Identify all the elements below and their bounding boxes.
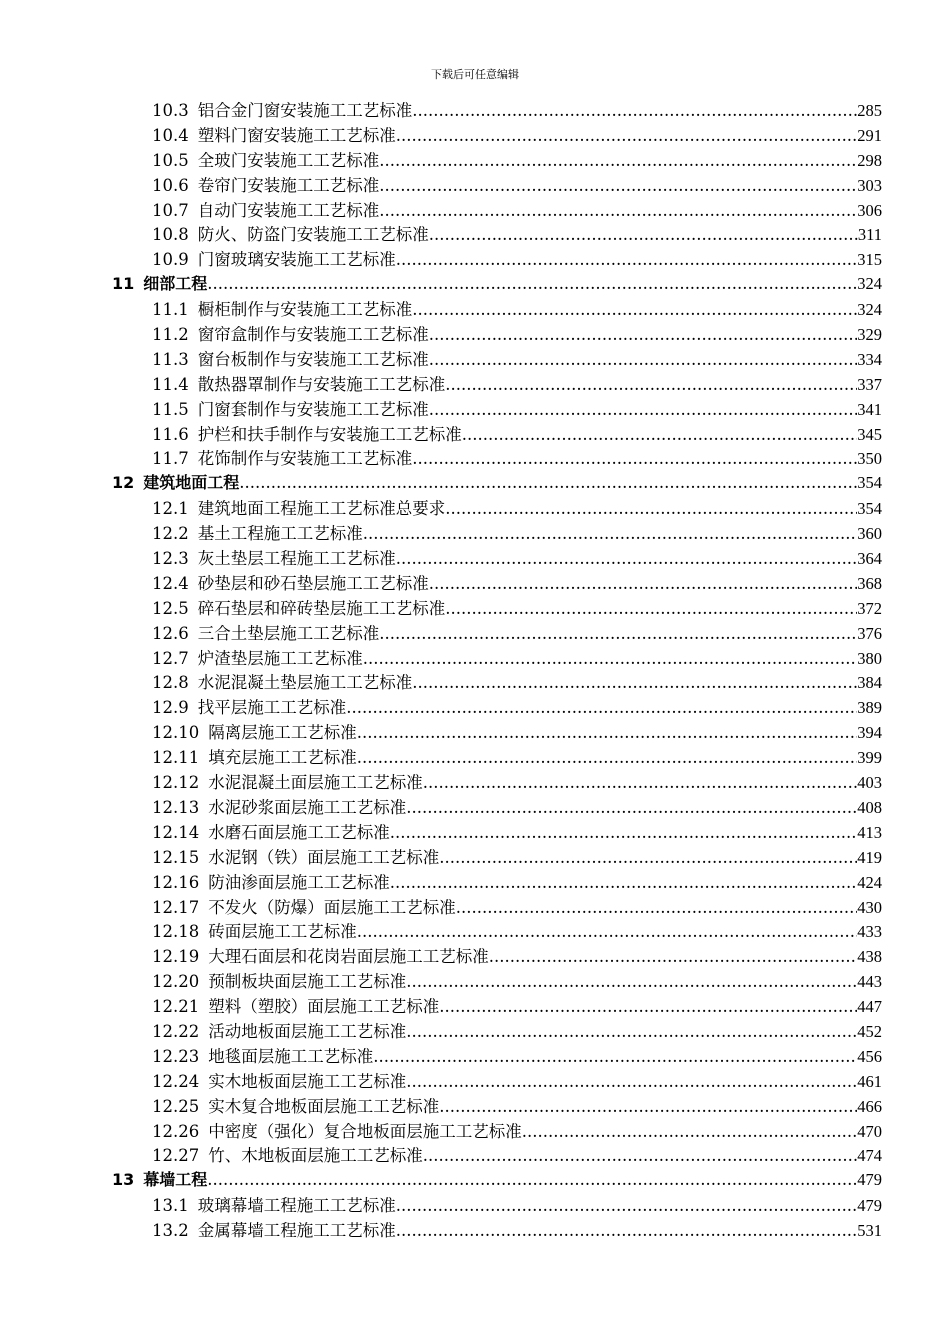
toc-entry-page: 424 [857,872,882,892]
toc-entry-page: 403 [857,773,882,793]
toc-entry-page: 368 [857,573,882,593]
toc-dot-leader [396,1221,858,1240]
toc-entry-page: 456 [857,1046,882,1066]
toc-chapter-entry[interactable] [112,271,882,296]
toc-entry-title: 幕墙工程 [143,1170,208,1190]
toc-entry-number: 12.20 [152,972,200,992]
toc-section-entry[interactable] [112,97,882,122]
toc-dot-leader [396,126,858,145]
toc-section-entry[interactable] [112,869,882,894]
toc-entry-page: 345 [857,424,882,444]
toc-section-entry[interactable] [112,694,882,719]
toc-section-entry[interactable] [112,943,882,968]
toc-entry-number: 12.21 [152,997,200,1017]
toc-entry-title: 找平层施工工艺标准 [197,698,347,718]
toc-entry-number: 12.9 [152,698,189,718]
toc-section-entry[interactable] [112,321,882,346]
toc-section-entry[interactable] [112,396,882,421]
toc-entry-number: 13.1 [152,1196,189,1216]
toc-dot-leader [439,1097,857,1116]
toc-entry-number: 12.3 [152,549,189,569]
toc-entry-number: 12.2 [152,524,189,544]
toc-entry-number: 11.2 [152,325,189,345]
toc-entry-title: 碎石垫层和碎砖垫层施工工艺标准 [197,598,446,618]
toc-entry-title: 地毯面层施工工艺标准 [208,1046,374,1066]
toc-chapter-entry[interactable] [112,470,882,495]
toc-entry-page: 334 [857,349,882,369]
toc-entry-number: 10.7 [152,200,189,220]
toc-entry-number: 12.14 [152,822,200,842]
toc-dot-leader [379,151,857,170]
toc-dot-leader [456,898,858,917]
toc-dot-leader [239,473,857,492]
toc-dot-leader [522,1122,858,1141]
toc-entry-number: 12 [112,473,135,493]
toc-entry-page: 380 [857,648,882,668]
toc-dot-leader [406,1022,857,1041]
toc-entry-title: 塑料（塑胶）面层施工工艺标准 [208,997,440,1017]
toc-section-entry[interactable] [112,172,882,197]
toc-dot-leader [429,400,858,419]
toc-entry-page: 433 [857,922,882,942]
toc-entry-page: 324 [857,274,882,294]
toc-entry-number: 13 [112,1170,135,1190]
toc-entry-title: 中密度（强化）复合地板面层施工工艺标准 [208,1121,522,1141]
toc-entry-title: 预制板块面层施工工艺标准 [208,972,407,992]
toc-entry-title: 细部工程 [143,274,208,294]
toc-entry-title: 防火、防盗门安装施工工艺标准 [197,225,429,245]
toc-section-entry[interactable] [112,669,882,694]
toc-section-entry[interactable] [112,495,882,520]
toc-entry-number: 12.4 [152,573,189,593]
toc-dot-leader [406,798,857,817]
toc-entry-title: 建筑地面工程施工工艺标准总要求 [197,499,446,519]
toc-entry-title: 水泥钢（铁）面层施工工艺标准 [208,847,440,867]
toc-section-entry[interactable] [112,719,882,744]
toc-entry-title: 窗台板制作与安装施工工艺标准 [197,349,429,369]
toc-dot-leader [423,773,858,792]
toc-entry-page: 408 [857,797,882,817]
toc-entry-page: 447 [857,997,882,1017]
toc-entry-page: 285 [857,101,882,120]
toc-section-entry[interactable] [112,1068,882,1093]
toc-dot-leader [357,723,858,742]
toc-entry-number: 12.5 [152,598,189,618]
toc-entry-title: 填充层施工工艺标准 [208,748,357,768]
toc-dot-leader [406,972,857,991]
toc-section-entry[interactable] [112,545,882,570]
toc-entry-page: 413 [857,822,882,842]
toc-dot-leader [396,250,858,269]
toc-section-entry[interactable] [112,744,882,769]
toc-entry-number: 12.1 [152,499,189,519]
toc-entry-title: 门窗套制作与安装施工工艺标准 [197,399,429,419]
toc-entry-page: 419 [857,847,882,867]
toc-entry-page: 354 [857,473,882,493]
toc-entry-page: 329 [857,325,882,345]
toc-dot-leader [445,599,857,618]
toc-entry-number: 12.11 [152,748,200,768]
toc-section-entry[interactable] [112,421,882,446]
toc-section-entry[interactable] [112,346,882,371]
toc-entry-title: 灰土垫层工程施工工艺标准 [197,549,396,569]
toc-entry-title: 自动门安装施工工艺标准 [197,200,380,220]
toc-entry-title: 砂垫层和砂石垫层施工工艺标准 [197,573,429,593]
toc-entry-title: 基土工程施工工艺标准 [197,524,363,544]
toc-dot-leader [462,425,858,444]
toc-dot-leader [379,201,857,220]
toc-entry-title: 卷帘门安装施工工艺标准 [197,175,380,195]
toc-entry-title: 实木复合地板面层施工工艺标准 [208,1096,440,1116]
toc-entry-number: 10.3 [152,101,189,120]
toc-entry-page: 360 [857,524,882,544]
toc-entry-title: 大理石面层和花岗岩面层施工工艺标准 [208,947,489,967]
toc-dot-leader [429,350,858,369]
toc-dot-leader [363,524,858,543]
toc-section-entry[interactable] [112,1142,882,1167]
toc-dot-leader [363,649,858,668]
toc-entry-page: 315 [857,250,882,270]
toc-entry-number: 11.1 [152,300,189,320]
toc-dot-leader [373,1047,857,1066]
toc-entry-page: 341 [857,399,882,419]
toc-entry-title: 塑料门窗安装施工工艺标准 [197,125,396,145]
toc-entry-page: 384 [857,673,882,693]
toc-entry-number: 12.17 [152,897,200,917]
toc-dot-leader [406,1072,857,1091]
toc-entry-title: 玻璃幕墙工程施工工艺标准 [197,1196,396,1216]
toc-entry-page: 354 [857,499,882,519]
toc-entry-number: 12.15 [152,847,200,867]
toc-section-entry[interactable] [112,570,882,595]
toc-entry-page: 438 [857,947,882,967]
toc-entry-page: 298 [857,150,882,170]
toc-entry-page: 376 [857,623,882,643]
toc-section-entry[interactable] [112,1217,882,1242]
toc-entry-number: 12.22 [152,1021,200,1041]
toc-entry-title: 实木地板面层施工工艺标准 [208,1071,407,1091]
toc-entry-title: 炉渣垫层施工工艺标准 [197,648,363,668]
toc-entry-title: 活动地板面层施工工艺标准 [208,1021,407,1041]
toc-entry-page: 394 [857,723,882,743]
toc-entry-page: 531 [857,1221,882,1241]
toc-entry-title: 橱柜制作与安装施工工艺标准 [197,300,413,320]
toc-entry-number: 11.6 [152,424,189,444]
toc-entry-page: 466 [857,1096,882,1116]
toc-dot-leader [439,997,857,1016]
toc-entry-number: 12.16 [152,872,200,892]
toc-dot-leader [412,673,857,692]
toc-dot-leader [429,225,858,244]
toc-dot-leader [207,274,857,293]
toc-dot-leader [489,947,858,966]
toc-entry-title: 铝合金门窗安装施工工艺标准 [197,101,413,120]
toc-section-entry[interactable] [112,620,882,645]
toc-entry-page: 372 [857,598,882,618]
toc-entry-number: 13.2 [152,1221,189,1241]
toc-entry-number: 12.26 [152,1121,200,1141]
toc-entry-title: 金属幕墙工程施工工艺标准 [197,1221,396,1241]
toc-section-entry[interactable] [112,1118,882,1143]
toc-entry-title: 护栏和扶手制作与安装施工工艺标准 [197,424,462,444]
toc-entry-number: 11.5 [152,399,189,419]
toc-entry-page: 399 [857,748,882,768]
toc-section-entry[interactable] [112,445,882,470]
toc-dot-leader [445,499,857,518]
toc-section-entry[interactable] [112,147,882,172]
toc-section-entry[interactable] [112,918,882,943]
toc-section-entry[interactable] [112,894,882,919]
toc-entry-title: 水泥混凝土面层施工工艺标准 [208,773,423,793]
toc-entry-number: 12.27 [152,1146,200,1166]
toc-entry-title: 砖面层施工工艺标准 [208,922,357,942]
toc-entry-title: 建筑地面工程 [143,473,240,493]
toc-entry-page: 479 [857,1170,882,1190]
toc-dot-leader [379,176,857,195]
toc-entry-number: 10.5 [152,150,189,170]
toc-entry-number: 12.10 [152,723,200,743]
toc-section-entry[interactable] [112,993,882,1018]
toc-entry-number: 10.8 [152,225,189,245]
toc-entry-title: 全玻门安装施工工艺标准 [197,150,380,170]
toc-section-entry[interactable] [112,645,882,670]
toc-entry-title: 水磨石面层施工工艺标准 [208,822,390,842]
toc-entry-number: 12.12 [152,773,200,793]
toc-dot-leader [412,300,857,319]
toc-entry-page: 452 [857,1021,882,1041]
toc-entry-number: 10.9 [152,250,189,270]
toc-entry-title: 花饰制作与安装施工工艺标准 [197,449,413,469]
toc-dot-leader [396,549,858,568]
toc-entry-title: 门窗玻璃安装施工工艺标准 [197,250,396,270]
toc-section-entry[interactable] [112,844,882,869]
toc-entry-number: 12.23 [152,1046,200,1066]
toc-entry-page: 443 [857,972,882,992]
toc-entry-number: 12.18 [152,922,200,942]
toc-entry-page: 389 [857,698,882,718]
toc-entry-title: 三合土垫层施工工艺标准 [197,623,380,643]
toc-entry-page: 303 [857,175,882,195]
toc-dot-leader [390,823,858,842]
page-header: 下载后可任意编辑 [431,68,519,81]
toc-section-entry[interactable] [112,819,882,844]
toc-entry-page: 306 [857,200,882,220]
toc-entry-title: 竹、木地板面层施工工艺标准 [208,1146,423,1166]
toc-entry-page: 350 [857,449,882,469]
toc-entry-number: 11 [112,274,135,294]
toc-entry-number: 12.24 [152,1071,200,1091]
toc-entry-page: 479 [857,1196,882,1216]
toc-entry-page: 364 [857,549,882,569]
toc-dot-leader [346,698,857,717]
toc-entry-number: 10.6 [152,175,189,195]
toc-entry-page: 337 [857,374,882,394]
toc-section-entry[interactable] [112,1192,882,1217]
toc-dot-leader [390,873,858,892]
toc-section-entry[interactable] [112,794,882,819]
toc-dot-leader [412,101,857,120]
toc-section-entry[interactable] [112,968,882,993]
toc-dot-leader [207,1170,857,1189]
toc-section-entry[interactable] [112,122,882,147]
toc-section-entry[interactable] [112,221,882,246]
toc-entry-number: 11.4 [152,374,189,394]
toc-entry-number: 12.6 [152,623,189,643]
toc-section-entry[interactable] [112,296,882,321]
table-of-contents [112,97,882,1242]
toc-entry-title: 隔离层施工工艺标准 [208,723,357,743]
toc-entry-number: 12.19 [152,947,200,967]
toc-section-entry[interactable] [112,246,882,271]
toc-entry-number: 12.7 [152,648,189,668]
toc-section-entry[interactable] [112,595,882,620]
toc-dot-leader [357,748,858,767]
toc-section-entry[interactable] [112,769,882,794]
toc-entry-title: 水泥砂浆面层施工工艺标准 [208,797,407,817]
toc-chapter-entry[interactable] [112,1167,882,1192]
toc-dot-leader [429,574,858,593]
toc-dot-leader [429,325,858,344]
toc-dot-leader [396,1196,858,1215]
toc-entry-title: 防油渗面层施工工艺标准 [208,872,390,892]
toc-dot-leader [357,922,858,941]
toc-entry-page: 474 [857,1146,882,1166]
toc-section-entry[interactable] [112,197,882,222]
toc-dot-leader [379,624,857,643]
toc-dot-leader [412,449,857,468]
toc-entry-number: 12.25 [152,1096,200,1116]
toc-section-entry[interactable] [112,1093,882,1118]
toc-entry-number: 11.3 [152,349,189,369]
toc-entry-number: 12.13 [152,797,200,817]
toc-entry-title: 窗帘盒制作与安装施工工艺标准 [197,325,429,345]
toc-entry-page: 311 [857,225,882,245]
toc-entry-page: 291 [857,125,882,145]
toc-entry-number: 11.7 [152,449,189,469]
toc-entry-number: 10.4 [152,125,189,145]
toc-entry-page: 470 [857,1121,882,1141]
toc-entry-page: 461 [857,1071,882,1091]
toc-section-entry[interactable] [112,1018,882,1043]
toc-section-entry[interactable] [112,520,882,545]
toc-dot-leader [439,848,857,867]
toc-entry-page: 324 [857,300,882,320]
toc-entry-number: 12.8 [152,673,189,693]
toc-entry-title: 水泥混凝土垫层施工工艺标准 [197,673,413,693]
toc-entry-title: 散热器罩制作与安装施工工艺标准 [197,374,446,394]
toc-entry-page: 430 [857,897,882,917]
toc-entry-title: 不发火（防爆）面层施工工艺标准 [208,897,456,917]
toc-section-entry[interactable] [112,1043,882,1068]
toc-dot-leader [445,375,857,394]
toc-section-entry[interactable] [112,371,882,396]
toc-dot-leader [423,1146,858,1165]
